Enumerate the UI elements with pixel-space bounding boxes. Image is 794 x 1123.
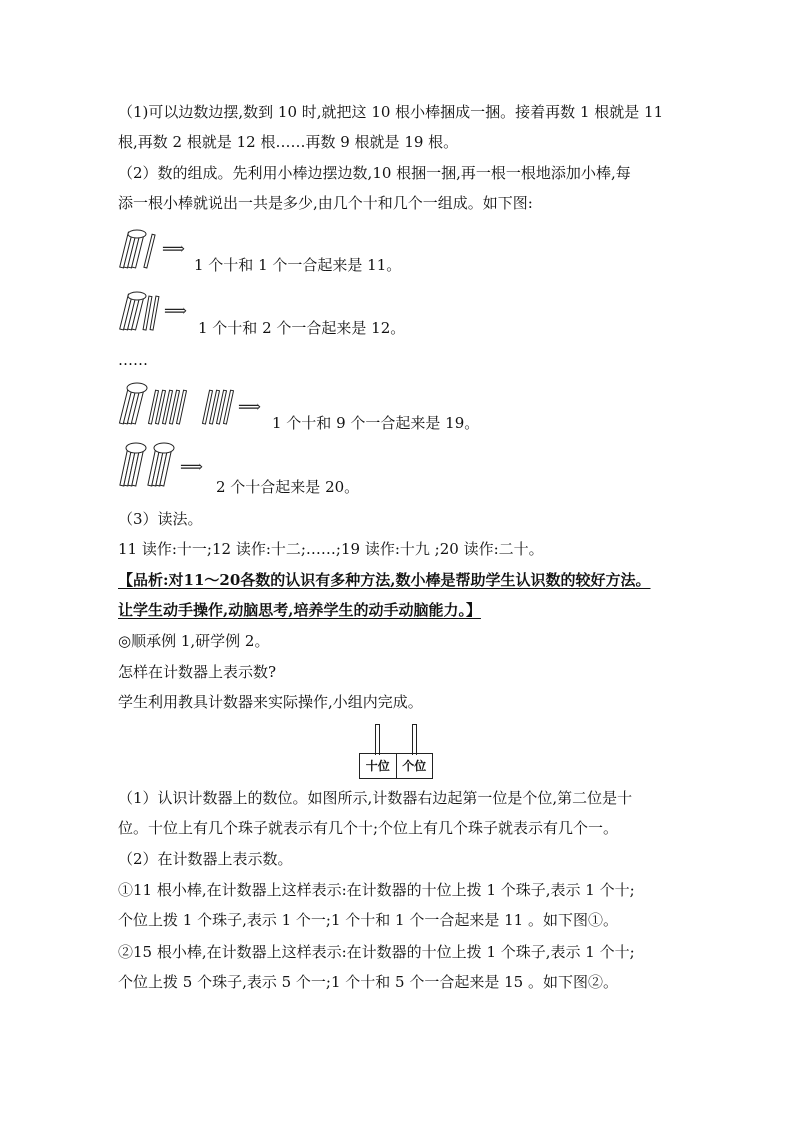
analysis-line-2: 让学生动手操作,动脑思考,培养学生的动手动脑能力。】 [118, 601, 481, 619]
paragraph-3: （3）读法。 [118, 510, 203, 528]
abacus-diagram [359, 724, 433, 780]
stick-bundle-icon [120, 443, 146, 486]
arrow-icon: ⟹ [164, 301, 187, 320]
counter-paragraph-2: （2）在计数器上表示数。 [118, 850, 293, 868]
composition-row-4: 2 个十合起来是 20。 [216, 478, 360, 496]
counter-paragraph-4-line-1: ②15 根小棒,在计数器上这样表示:在计数器的十位上拨 1 个珠子,表示 1 个十; [118, 943, 635, 961]
single-stick-icon [144, 234, 155, 268]
stick-figure-11 [118, 228, 188, 274]
ones-rod [412, 724, 417, 755]
composition-row-3: 1 个十和 9 个一合起来是 19。 [272, 414, 480, 432]
stick-figure-20 [118, 440, 218, 492]
counter-paragraph-1-line-2: 位。十位上有几个珠子就表示有几个十;个位上有几个珠子就表示有几个一。 [118, 819, 619, 837]
abacus-base [359, 753, 433, 779]
stick-figure-19 [118, 380, 268, 430]
nine-single-sticks-icon [148, 390, 233, 424]
operate-line: 学生利用教具计数器来实际操作,小组内完成。 [118, 693, 423, 711]
example-2-heading: ◎顺承例 1,研学例 2。 [118, 632, 270, 650]
question-line: 怎样在计数器上表示数? [118, 663, 277, 681]
arrow-icon: ⟹ [238, 397, 261, 416]
paragraph-1-line-2: 根,再数 2 根就是 12 根……再数 9 根就是 19 根。 [118, 133, 459, 151]
counter-paragraph-3-line-2: 个位上拨 1 个珠子,表示 1 个一;1 个十和 1 个一合起来是 11 。如下图①。 [118, 911, 618, 929]
arrow-icon: ⟹ [162, 239, 185, 258]
counter-paragraph-1-line-1: （1）认识计数器上的数位。如图所示,计数器右边起第一位是个位,第二位是十 [118, 789, 633, 807]
composition-row-1: 1 个十和 1 个一合起来是 11。 [194, 256, 402, 274]
stick-bundle-icon [120, 292, 146, 330]
stick-bundle-icon [148, 443, 174, 486]
paragraph-2-line-2: 添一根小棒就说出一共是多少,由几个十和几个一组成。如下图: [118, 194, 533, 212]
ellipsis: …… [118, 351, 148, 369]
counter-paragraph-4-line-2: 个位上拨 5 个珠子,表示 5 个一;1 个十和 5 个一合起来是 15 。如下图②。 [118, 973, 618, 991]
stick-figure-12 [118, 290, 188, 336]
paragraph-1-line-1: （1)可以边数边摆,数到 10 时,就把这 10 根小棒捆成一捆。接着再数 1 根就是 11 [118, 103, 664, 121]
analysis-line-1: 【品析:对11～20各数的认识有多种方法,数小棒是帮助学生认识数的较好方法。 [118, 571, 651, 589]
ones-place-label: 个位 [396, 754, 433, 778]
readings-line: 11 读作:十一;12 读作:十二;……;19 读作:十九 ;20 读作:二十。 [118, 540, 544, 558]
arrow-icon: ⟹ [180, 457, 203, 476]
tens-rod [375, 724, 380, 755]
stick-bundle-icon [120, 230, 146, 268]
tens-place-label: 十位 [365, 759, 390, 773]
stick-bundle-icon [119, 383, 147, 424]
composition-row-2: 1 个十和 2 个一合起来是 12。 [198, 319, 406, 337]
paragraph-2-line-1: （2）数的组成。先利用小棒边摆边数,10 根捆一捆,再一根一根地添加小棒,每 [118, 164, 631, 182]
counter-paragraph-3-line-1: ①11 根小棒,在计数器上这样表示:在计数器的十位上拨 1 个珠子,表示 1 个十; [118, 881, 635, 899]
